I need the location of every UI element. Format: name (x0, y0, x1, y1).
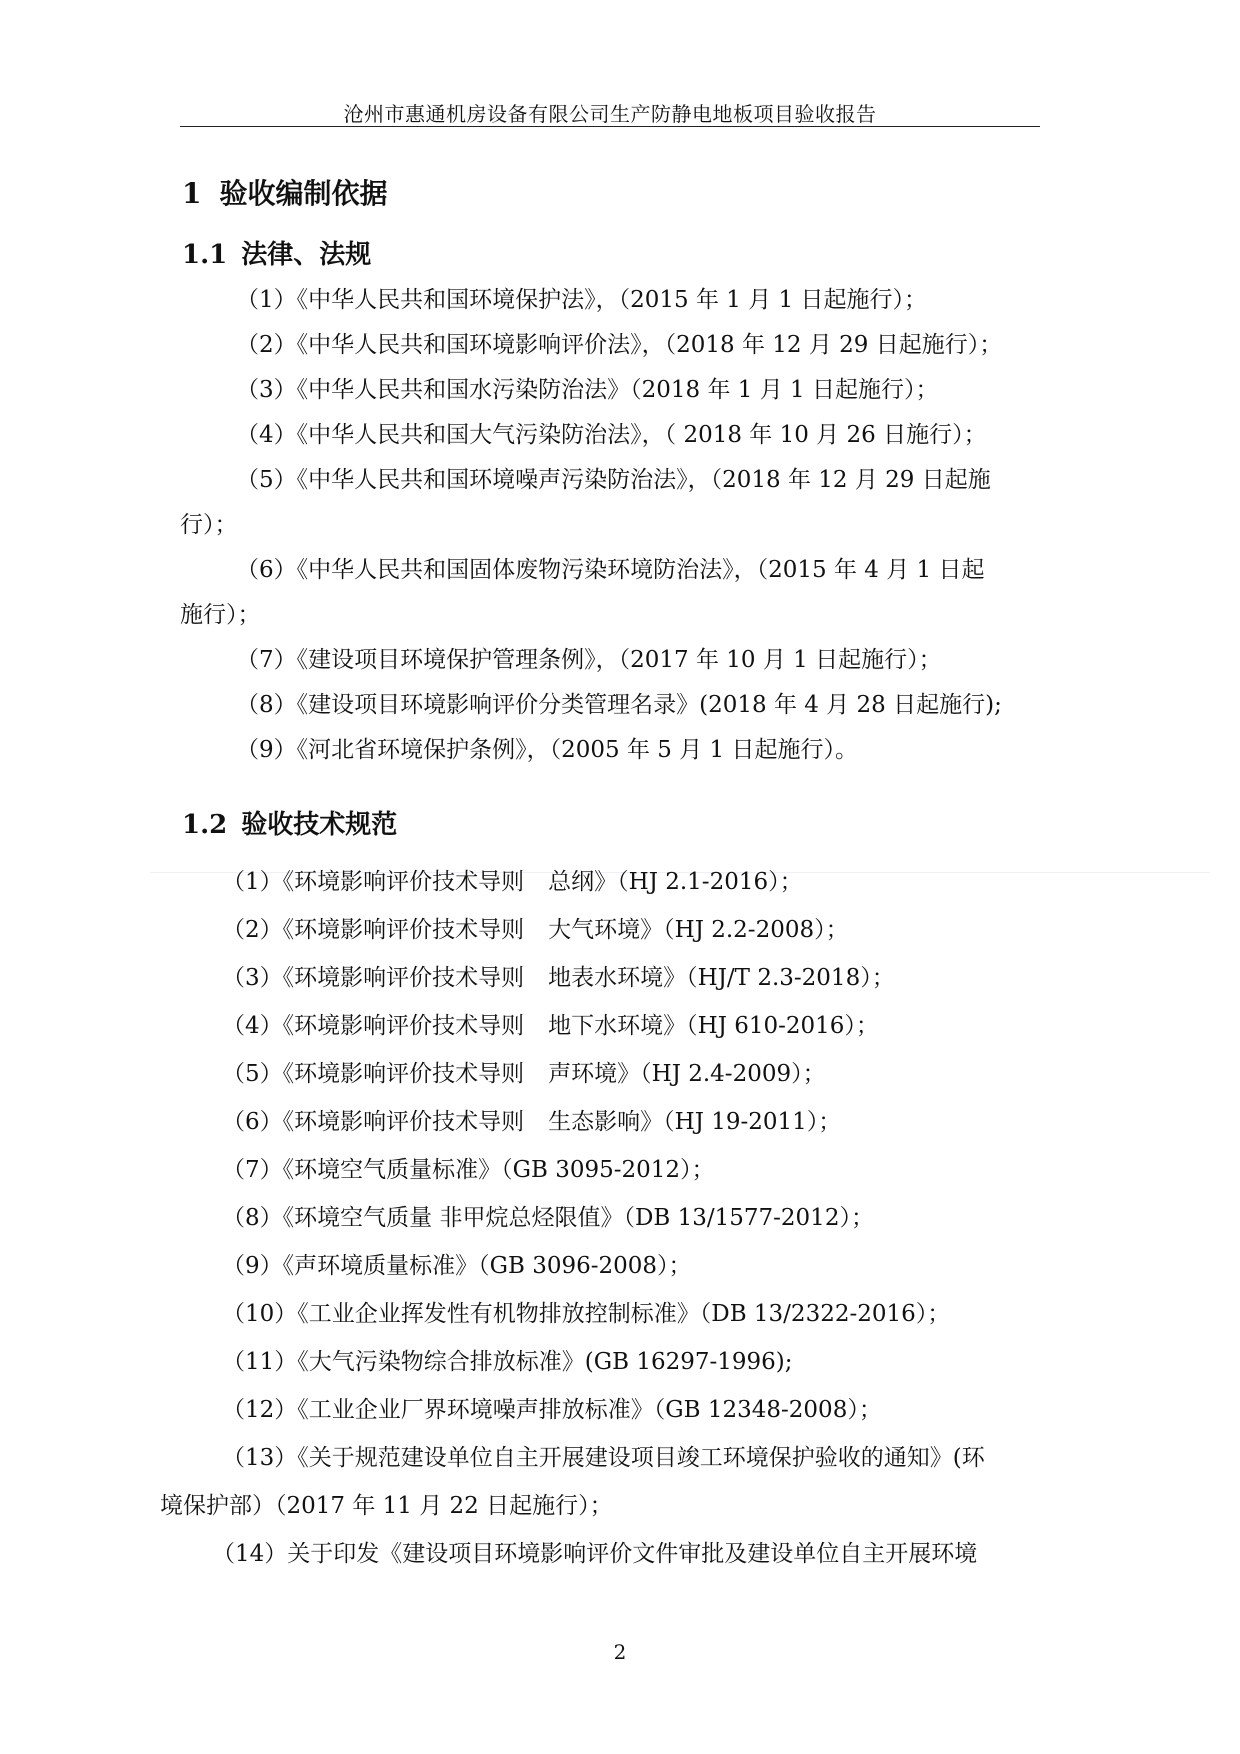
law-item: （2）《中华人民共和国环境影响评价法》，（2018 年 12 月 29 日起施行）； (236, 332, 1003, 358)
page-number: 2 (613, 1640, 627, 1664)
law-item: （9）《河北省环境保护条例》，（2005 年 5 月 1 日起施行）。 (236, 737, 858, 763)
norm-item (222, 860, 803, 905)
norm-suffix: 地下水环境》（HJ 610-2016）； (548, 1013, 879, 1039)
norm-prefix: （1）《环境影响评价技术导则 (222, 869, 525, 895)
standard-item: （12）《工业企业厂界环境噪声排放标准》（GB 12348-2008）； (222, 1397, 882, 1423)
norm-item (222, 1052, 826, 1097)
norm-prefix: （3）《环境影响评价技术导则 (222, 965, 525, 991)
norm-suffix: 生态影响》（HJ 19-2011）； (548, 1109, 842, 1135)
norm-item (222, 956, 895, 1001)
standard-item: （7）《环境空气质量标准》（GB 3095-2012）； (222, 1157, 715, 1183)
standard-item: （10）《工业企业挥发性有机物排放控制标准》（DB 13/2322-2016）； (222, 1301, 951, 1327)
norm-item (222, 1100, 841, 1145)
norm-prefix: （6）《环境影响评价技术导则 (222, 1109, 525, 1135)
law-item: （6）《中华人民共和国固体废物污染环境防治法》，（2015 年 4 月 1 日起 (236, 557, 985, 583)
subsection-number: 1.2 (182, 810, 228, 840)
law-item: （5）《中华人民共和国环境噪声污染防治法》，（2018 年 12 月 29 日起施 (236, 467, 991, 493)
section-title: 验收编制依据 (219, 177, 388, 210)
norm-prefix: （4）《环境影响评价技术导则 (222, 1013, 525, 1039)
subsection-number: 1.1 (182, 240, 228, 270)
standard-item: （11）《大气污染物综合排放标准》(GB 16297-1996); (222, 1349, 793, 1375)
subsection-title: 法律、法规 (241, 240, 372, 270)
standard-item: （9）《声环境质量标准》（GB 3096-2008）； (222, 1253, 692, 1279)
law-item: （1）《中华人民共和国环境保护法》，（2015 年 1 月 1 日起施行）； (236, 287, 927, 313)
header-rule (180, 126, 1040, 127)
subsection-heading-laws (182, 234, 371, 271)
running-header: 沧州市惠通机房设备有限公司生产防静电地板项目验收报告 (343, 102, 877, 126)
norm-suffix: 总纲》（HJ 2.1-2016）； (548, 869, 803, 895)
standard-item: （8）《环境空气质量 非甲烷总烃限值》（DB 13/1577-2012）； (222, 1205, 874, 1231)
law-item: （7）《建设项目环境保护管理条例》，（2017 年 10 月 1 日起施行）； (236, 647, 942, 673)
norm-suffix: 地表水环境》（HJ/T 2.3-2018）； (548, 965, 895, 991)
law-item: （3）《中华人民共和国水污染防治法》（2018 年 1 月 1 日起施行）； (236, 377, 939, 403)
norm-suffix: 声环境》（HJ 2.4-2009）； (548, 1061, 826, 1087)
section-number: 1 (182, 177, 202, 210)
section-heading (182, 172, 388, 212)
subsection-title: 验收技术规范 (241, 810, 398, 840)
standard-item-continuation: 境保护部）（2017 年 11 月 22 日起施行）； (160, 1493, 613, 1519)
law-item-continuation: 行）； (180, 512, 238, 538)
norm-suffix: 大气环境》（HJ 2.2-2008）； (548, 917, 849, 943)
norm-item (222, 1004, 879, 1049)
norm-item (222, 908, 849, 953)
law-item-continuation: 施行）； (180, 602, 261, 628)
law-item: （8）《建设项目环境影响评价分类管理名录》(2018 年 4 月 28 日起施行); (236, 692, 1002, 718)
norm-prefix: （2）《环境影响评价技术导则 (222, 917, 525, 943)
law-item: （4）《中华人民共和国大气污染防治法》，（ 2018 年 10 月 26 日施行）； (236, 422, 987, 448)
standard-item: （14）关于印发《建设项目环境影响评价文件审批及建设单位自主开展环境 (212, 1541, 978, 1567)
subsection-heading-norms (182, 804, 397, 841)
norm-prefix: （5）《环境影响评价技术导则 (222, 1061, 525, 1087)
standard-item: （13）《关于规范建设单位自主开展建设项目竣工环境保护验收的通知》(环 (222, 1445, 985, 1471)
